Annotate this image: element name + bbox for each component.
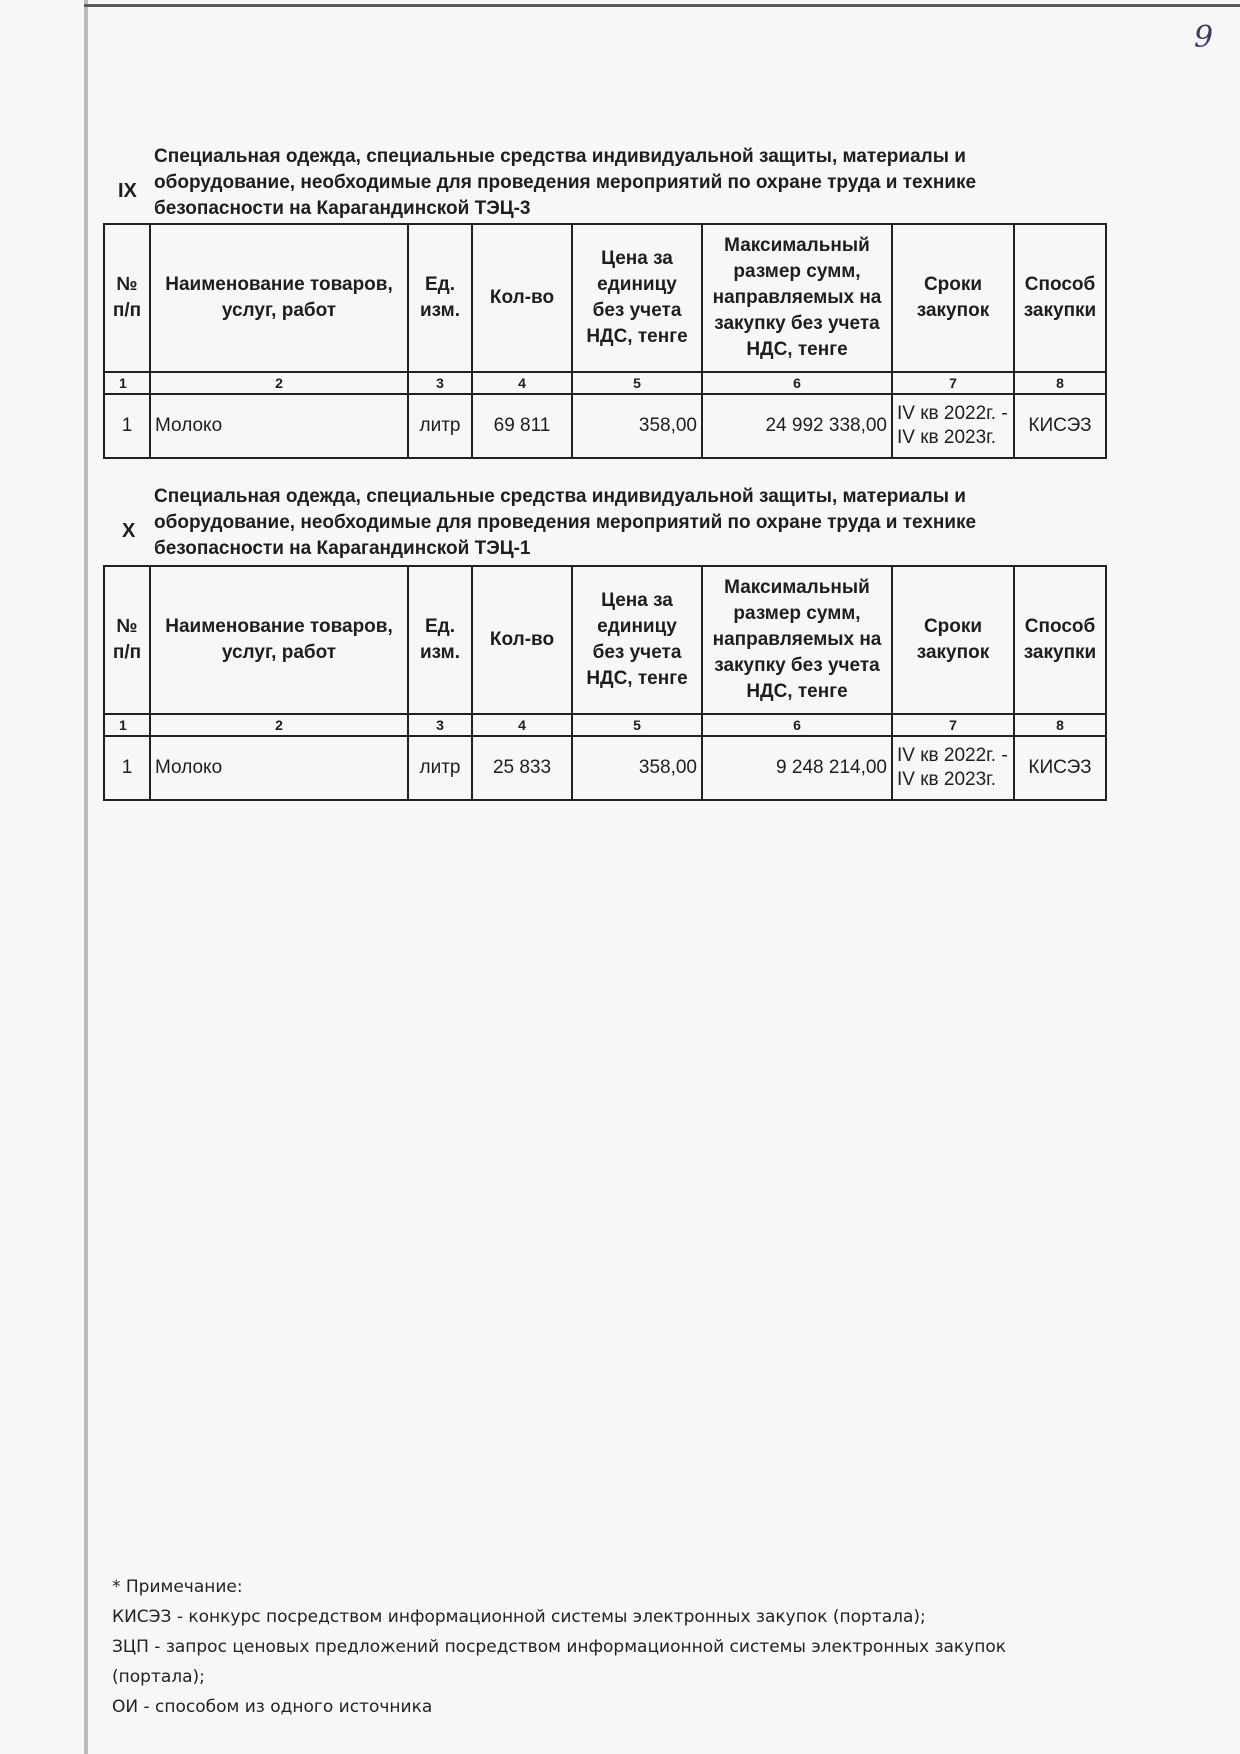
header-quantity: Кол-во	[472, 566, 572, 714]
header-max-amount: Максимальный размер сумм, направляемых на закупку без учета НДС, тенге	[702, 224, 892, 372]
section-title: Специальная одежда, специальные средства индивидуальной защиты, материалы и оборудование, необходимые для проведения мероприятий по охране труда и технике безопасности на Карагандинской ТЭЦ-1	[154, 486, 977, 559]
footnote-line: (портала);	[112, 1667, 205, 1687]
header-period: Сроки закупок	[892, 224, 1014, 372]
column-number: 5	[572, 372, 702, 394]
footnote	[112, 1572, 1112, 1722]
item-quantity: 25 833	[472, 736, 572, 800]
footnote-line: ЗЦП - запрос ценовых предложений посредством информационной системы электронных закупок	[112, 1637, 1007, 1657]
section-title: Специальная одежда, специальные средства индивидуальной защиты, материалы и оборудование, необходимые для проведения мероприятий по охране труда и технике безопасности на Карагандинской ТЭЦ-3	[154, 146, 977, 219]
header-number: № п/п	[104, 224, 150, 372]
item-period: IV кв 2022г. - IV кв 2023г.	[892, 736, 1014, 800]
procurement-table	[103, 223, 1107, 459]
footnote-title: * Примечание:	[112, 1577, 243, 1597]
column-number: 2	[150, 372, 408, 394]
header-method: Способ закупки	[1014, 224, 1106, 372]
item-unit: литр	[408, 736, 472, 800]
column-number: 3	[408, 714, 472, 736]
row-number: 1	[104, 394, 150, 458]
column-number: 1	[104, 372, 150, 394]
header-name: Наименование товаров, услуг, работ	[150, 224, 408, 372]
item-unit: литр	[408, 394, 472, 458]
column-number: 8	[1014, 372, 1106, 394]
section-number: X	[122, 520, 136, 542]
item-unit-price: 358,00	[572, 736, 702, 800]
footnote-line: КИСЭЗ - конкурс посредством информационной системы электронных закупок (портала);	[112, 1607, 926, 1627]
column-number: 7	[892, 372, 1014, 394]
item-period: IV кв 2022г. - IV кв 2023г.	[892, 394, 1014, 458]
column-number: 5	[572, 714, 702, 736]
header-method: Способ закупки	[1014, 566, 1106, 714]
item-quantity: 69 811	[472, 394, 572, 458]
column-number: 6	[702, 714, 892, 736]
header-name: Наименование товаров, услуг, работ	[150, 566, 408, 714]
page-top-edge	[84, 4, 1240, 7]
table-row	[104, 736, 1106, 800]
column-number: 3	[408, 372, 472, 394]
column-number: 4	[472, 714, 572, 736]
item-max-amount: 9 248 214,00	[702, 736, 892, 800]
column-number: 4	[472, 372, 572, 394]
table-row	[104, 394, 1106, 458]
header-unit-price: Цена за единицу без учета НДС, тенге	[572, 224, 702, 372]
section-number: IX	[118, 180, 137, 202]
row-number: 1	[104, 736, 150, 800]
header-period: Сроки закупок	[892, 566, 1014, 714]
column-number: 2	[150, 714, 408, 736]
header-number: № п/п	[104, 566, 150, 714]
item-method: КИСЭЗ	[1014, 736, 1106, 800]
header-max-amount: Максимальный размер сумм, направляемых на закупку без учета НДС, тенге	[702, 566, 892, 714]
footnote-line: ОИ - способом из одного источника	[112, 1697, 433, 1717]
procurement-table	[103, 565, 1107, 801]
item-unit-price: 358,00	[572, 394, 702, 458]
header-quantity: Кол-во	[472, 224, 572, 372]
column-number: 6	[702, 372, 892, 394]
header-unit: Ед. изм.	[408, 224, 472, 372]
header-unit: Ед. изм.	[408, 566, 472, 714]
column-number: 1	[104, 714, 150, 736]
item-name: Молоко	[150, 394, 408, 458]
item-max-amount: 24 992 338,00	[702, 394, 892, 458]
column-number: 8	[1014, 714, 1106, 736]
column-number: 7	[892, 714, 1014, 736]
page-number: 9	[1194, 20, 1214, 55]
item-method: КИСЭЗ	[1014, 394, 1106, 458]
item-name: Молоко	[150, 736, 408, 800]
header-unit-price: Цена за единицу без учета НДС, тенге	[572, 566, 702, 714]
page-left-edge	[84, 0, 88, 1754]
